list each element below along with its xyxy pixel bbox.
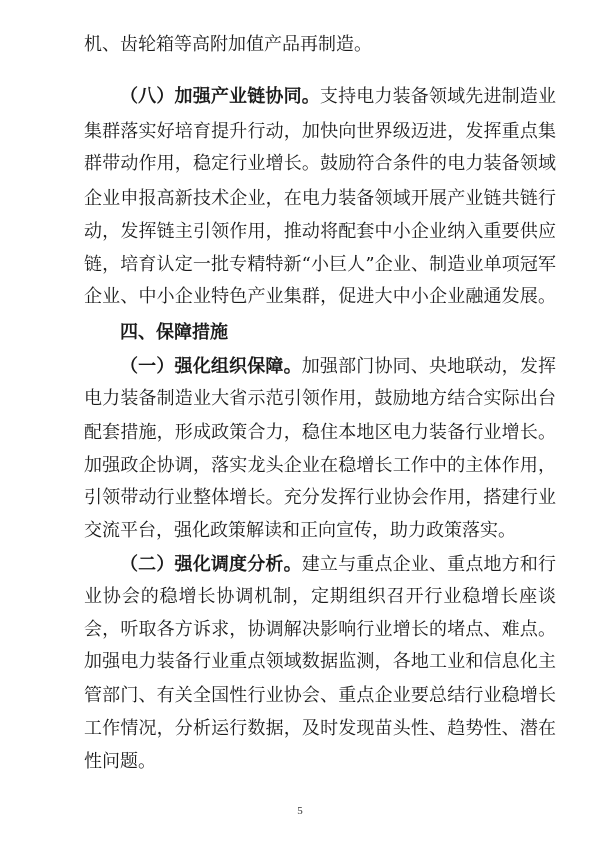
line-text: 管部门、有关全国性行业协会、重点企业要总结行业稳增长 <box>84 685 556 706</box>
line-text: 企业申报高新技术企业，在电力装备领域开展产业链共链行 <box>84 188 556 209</box>
line-text: 群带动作用，稳定行业增长。鼓励符合条件的电力装备领域 <box>84 153 556 174</box>
line-text: 引领带动行业整体增长。充分发挥行业协会作用，搭建行业 <box>84 487 556 508</box>
line-text: 加强政企协调，落实龙头企业在稳增长工作中的主体作用， <box>84 455 556 476</box>
text-line <box>84 716 556 742</box>
text-line <box>84 219 556 245</box>
text-line <box>84 649 556 675</box>
section-heading <box>120 320 556 346</box>
text-line <box>84 420 556 446</box>
paragraph-lead: （二）强化调度分析。 <box>120 554 302 575</box>
paragraph-lead: （一）强化组织保障。 <box>120 356 302 377</box>
text-line <box>84 32 556 58</box>
page-number: 5 <box>297 805 303 817</box>
text-line <box>84 584 556 610</box>
text-line <box>84 151 556 177</box>
line-text: 集群落实好培育提升行动，加快向世界级迈进，发挥重点集 <box>84 121 556 142</box>
line-text: 业协会的稳增长协调机制，定期组织召开行业稳增长座谈 <box>84 586 556 607</box>
line-text: 加强电力装备行业重点领域数据监测，各地工业和信息化主 <box>84 651 556 672</box>
line-text: 支持电力装备领域先进制造业 <box>319 86 556 107</box>
line-text: 动，发挥链主引领作用，推动将配套中小企业纳入重要供应 <box>84 221 556 242</box>
line-text: 建立与重点企业、重点地方和行 <box>301 554 556 575</box>
text-line <box>84 186 556 212</box>
heading-text: 四、保障措施 <box>120 322 228 343</box>
line-text: 企业、中小企业特色产业集群，促进大中小企业融通发展。 <box>84 286 556 307</box>
text-line <box>120 354 556 380</box>
line-text: 配套措施，形成政策合力，稳住本地区电力装备行业增长。 <box>84 422 556 443</box>
line-text: 性问题。 <box>84 751 156 772</box>
text-line <box>84 284 556 310</box>
text-line <box>84 683 556 709</box>
text-line <box>84 518 556 544</box>
line-text: 链，培育认定一批专精特新“小巨人”企业、制造业单项冠军 <box>84 254 556 275</box>
line-text: 机、齿轮箱等高附加值产品再制造。 <box>84 34 372 55</box>
text-line <box>120 84 556 110</box>
text-line <box>84 749 556 775</box>
line-text: 加强部门协同、央地联动，发挥 <box>301 356 556 377</box>
text-line <box>84 453 556 479</box>
text-line <box>84 485 556 511</box>
text-line <box>84 617 556 643</box>
text-line <box>84 386 556 412</box>
paragraph-lead: （八）加强产业链协同。 <box>120 86 320 107</box>
line-text: 电力装备制造业大省示范引领作用，鼓励地方结合实际出台 <box>84 388 556 409</box>
text-line <box>120 552 556 578</box>
line-text: 交流平台，强化政策解读和正向宣传，助力政策落实。 <box>84 520 516 541</box>
text-line <box>84 119 556 145</box>
line-text: 工作情况，分析运行数据，及时发现苗头性、趋势性、潜在 <box>84 718 556 739</box>
text-line <box>84 252 556 278</box>
line-text: 会，听取各方诉求，协调解决影响行业增长的堵点、难点。 <box>84 619 556 640</box>
